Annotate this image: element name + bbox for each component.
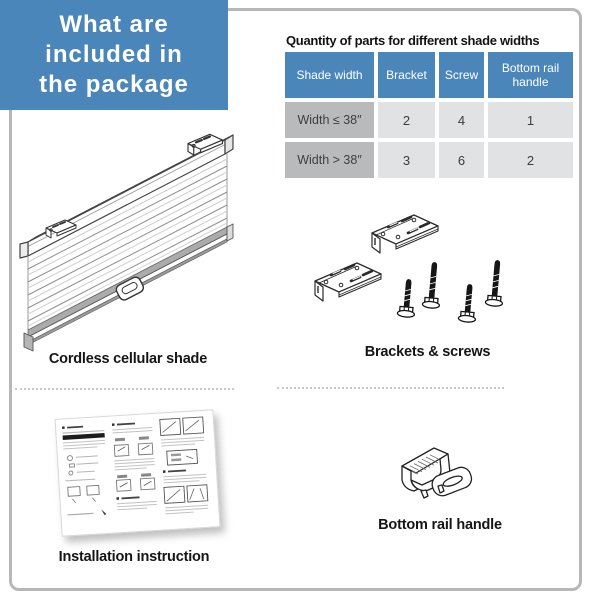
screw-icon: [397, 278, 417, 317]
table-header-bottom-rail-handle: Bottom rail handle: [488, 52, 573, 98]
table-cell-width-le-38: Width ≤ 38″: [285, 102, 374, 138]
table-cell: 2: [378, 102, 435, 138]
table-header-shade-width: Shade width: [285, 52, 374, 98]
table-cell: 2: [488, 142, 573, 178]
page-title-line: What are: [59, 11, 169, 38]
shade-handle-icon: [115, 275, 145, 301]
page-title-line: the package: [39, 71, 189, 98]
page-title: [0, 0, 228, 110]
pleated-fabric: [28, 153, 227, 330]
table-header-bracket: Bracket: [378, 52, 435, 98]
caption-bottom-rail-handle: Bottom rail handle: [378, 517, 502, 533]
section-divider-right: [277, 387, 504, 389]
parts-table: [285, 52, 573, 178]
table-cell: 6: [439, 142, 484, 178]
table-cell-width-gt-38: Width > 38″: [285, 142, 374, 178]
table-header-screw: Screw: [439, 52, 484, 98]
caption-installation-instruction: Installation instruction: [58, 549, 210, 565]
table-cell: 1: [488, 102, 573, 138]
parts-table-title: Quantity of parts for different shade widths: [286, 33, 540, 48]
instruction-sheet-illustration: [55, 409, 221, 536]
bracket-icon: [372, 215, 438, 253]
instruction-sheet-content: [56, 410, 218, 533]
table-cell: 4: [439, 102, 484, 138]
screw-icon: [485, 259, 506, 306]
bracket-icon: [315, 263, 381, 301]
caption-cordless-cellular-shade: Cordless cellular shade: [48, 351, 208, 367]
bottom-rail-handle-illustration: [388, 438, 488, 514]
section-divider-left: [15, 388, 234, 390]
brackets-screws-illustration: [300, 205, 515, 333]
cellular-shade-illustration: [18, 122, 246, 354]
page-title-line: included in: [45, 41, 183, 68]
screw-icon: [458, 283, 478, 322]
screw-icon: [422, 261, 443, 308]
table-cell: 3: [378, 142, 435, 178]
caption-brackets-screws: Brackets & screws: [364, 344, 491, 360]
